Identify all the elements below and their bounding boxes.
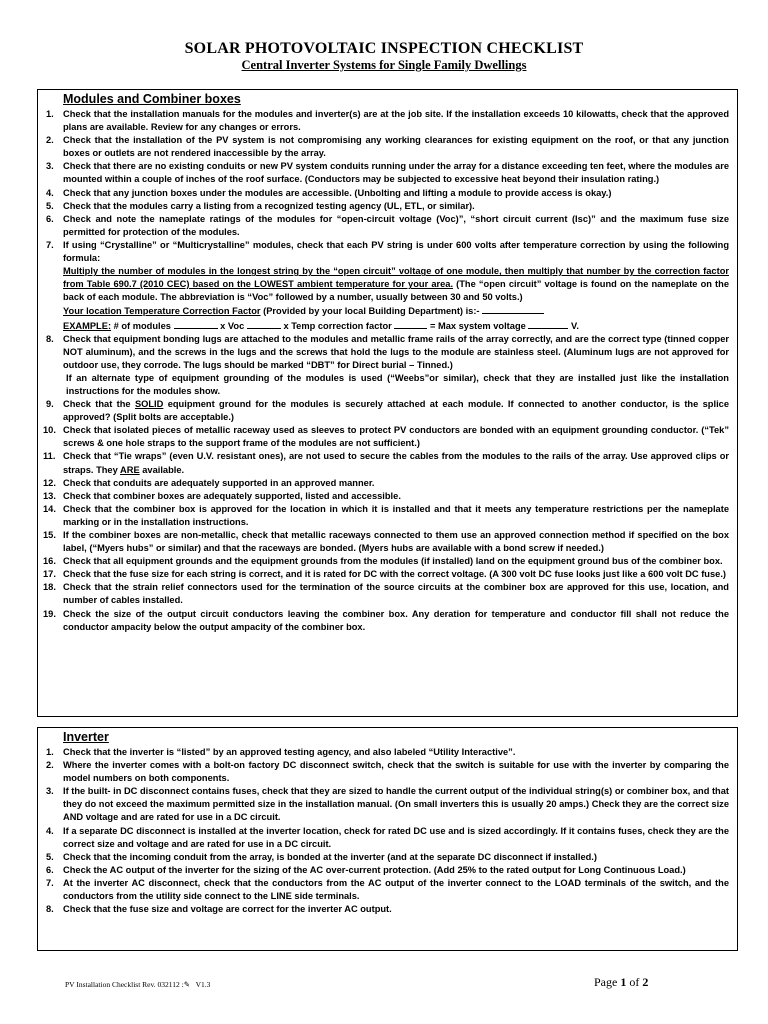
list-item: 5. Check that the modules carry a listing from a recognized testing agency (UL, ETL, or similar). (46, 200, 475, 211)
list-item: 3. Check that there are no existing conduits or new PV system conduits running under the array for a distance exceeding ten feet, where the modules are mounted within a couple of inches of the roof surface. (Conductors may be subjected to excessive heat beyond their insulation rating.) (46, 161, 729, 185)
list-item: 7. At the inverter AC disconnect, check that the conductors from the AC output of the inverter connect to the LOAD terminals of the switch, and the conductors from the utility side connect to the LINE side terminals. (46, 877, 729, 902)
list-item: 10. Check that isolated pieces of metallic raceway used as sleeves to protect PV conductors are bonded with an equipment grounding conductor. (“Tek” screws & one hole straps to the support frame of the modules are not sufficient.) (43, 425, 729, 449)
list-item: 7. If using “Crystalline” or “Multicrystalline” modules, check that each PV string is under 600 volts after temperature correction by using the following formula: Multiply the number of modules in the longest string by the “open circuit” voltage of one module, then multiply that number by the correction factor from Table 690.7 (2010 CEC) based on the LOWEST ambient temperature for your area. (The “open circuit” voltage is found on the nameplate on the back of each module. The abbreviation is “Voc” followed by a number, usually between 30 and 50 volts.) Your location Temperature Correction Factor (Provided by your local Building Department) is:- EXAMPLE: # of modules x Voc x Temp correction factor = Max system voltage V. (46, 239, 729, 333)
list-item: 18. Check that the strain relief connectors used for the termination of the source circuits at the combiner box are approved for this use, location, and number of cables installed. (43, 582, 729, 606)
footer-revision: PV Installation Checklist Rev. 032112 :✎ V1.3 (65, 980, 211, 989)
list-item: 6. Check the AC output of the inverter for the sizing of the AC over-current protection. (Add 25% to the rated output for Long Continuous Load.) (46, 864, 686, 875)
list-item: 14. Check that the combiner box is approved for the location in which it is installed and that it meets any temperature restrictions per the nameplate marking or in the installation instructions. (43, 503, 729, 527)
temp-factor-line: Your location Temperature Correction Factor (Provided by your local Building Department) is:- (63, 304, 729, 318)
modules-list (43, 108, 729, 634)
list-item: 3. If the built- in DC disconnect contains fuses, check that they are sized to handle the current output of the individual string(s) or combiner box, and that they do not exceed the maximum permitted size in the installation manual. (On small inverters this is usually 20 amps.) Check they are the correct size AND voltage and are rated for use in a DC circuit. (46, 786, 729, 823)
inverter-heading: Inverter (63, 730, 109, 744)
edit-icon: ✎ (183, 980, 190, 989)
max-voltage-blank[interactable] (528, 319, 568, 329)
list-item: 19. Check the size of the output circuit conductors leaving the combiner box. Any deration for temperature and conductor fill shall not reduce the conductor ampacity below the output ampacity of the combiner box. (43, 608, 729, 632)
page-title: SOLAR PHOTOVOLTAIC INSPECTION CHECKLIST (184, 40, 584, 57)
example-line: EXAMPLE: # of modules x Voc x Temp correction factor = Max system voltage V. (63, 320, 579, 331)
list-item: 2. Where the inverter comes with a bolt-on factory DC disconnect switch, check that the switch is suitable for use with the inverter by comparing the model numbers on both components. (46, 760, 729, 784)
list-item: 8. Check that the fuse size and voltage are correct for the inverter AC output. (46, 904, 392, 915)
list-item: 17. Check that the fuse size for each string is correct, and it is rated for DC with the correct voltage. (A 300 volt DC fuse looks just like a 600 volt DC fuse.) (43, 569, 727, 580)
alt-grounding-text: If an alternate type of equipment grounding of the modules is used (“Weebs”or similar), check that they are installed just like the installation instructions for the modules show. (66, 372, 729, 396)
list-item: 15. If the combiner boxes are non-metallic, check that metallic raceways connected to them use an approved connection method if specified on the box label, (“Myers hubs” or similar) and that the raceways are bonded. (Myers hubs are available with a bond screw if needed.) (43, 530, 729, 554)
temp-factor-blank[interactable] (482, 304, 544, 314)
list-item: 16. Check that all equipment grounds and the equipment grounds from the modules (if installed) land on the equipment ground bus of the combiner box. (43, 556, 723, 567)
list-item: 6. Check and note the nameplate ratings of the modules for “open-circuit voltage (Voc)”, “short circuit current (Isc)” and the maximum fuse size permitted for protection of the modules. (46, 213, 729, 237)
list-item: 4. Check that any junction boxes under the modules are accessible. (Unbolting and lifting a module to provide access is okay.) (46, 187, 612, 198)
list-item: 1. Check that the inverter is “listed” by an approved testing agency, and also labeled “Utility Interactive”. (46, 747, 516, 757)
list-item: 2. Check that the installation of the PV system is not compromising any working clearances for existing equipment on the roof, or that any junction boxes or outlets are not rendered inaccessible by the array. (46, 135, 729, 159)
list-item: 8. Check that equipment bonding lugs are attached to the modules and metallic frame rails of the array correctly, and are the correct type (tinned copper NOT aluminum), and the screws in the lugs and the screws that hold the lugs to the module are stainless steel. (Aluminum lugs are not approved for outdoor use, they corrode. The lugs should be marked “DBT” for Direct burial – Tinned.) If an alternate type of equipment grounding of the modules is used (“Weebs”or similar), check that they are installed just like the installation instructions for the modules show. (46, 333, 729, 398)
page-subtitle: Central Inverter Systems for Single Family Dwellings (241, 58, 527, 72)
list-item: 13. Check that combiner boxes are adequately supported, listed and accessible. (43, 490, 401, 501)
inverter-list (46, 746, 729, 916)
list-item: 12. Check that conduits are adequately supported in an approved manner. (43, 477, 375, 488)
list-item: 9. Check that the SOLID equipment ground for the modules is securely attached at each module. If connected to another conductor, is the splice approved? (Split bolts are acceptable.) (46, 399, 729, 423)
modules-heading: Modules and Combiner boxes (63, 92, 241, 106)
list-item: 11. Check that “Tie wraps” (even U.V. resistant ones), are not used to secure the cables from the modules to the rails of the array. Use approved clips or straps. They ARE available. (43, 451, 729, 475)
list-item: 4. If a separate DC disconnect is installed at the inverter location, check for rated DC use and is sized accordingly. If it contains fuses, check they are the correct size and voltage and are rated for use in a DC circuit. (46, 825, 729, 849)
temp-correction-blank[interactable] (394, 319, 427, 329)
modules-section (37, 89, 738, 717)
list-item: 1. Check that the installation manuals for the modules and inverter(s) are at the job site. If the installation exceeds 10 kilowatts, check that the approved plans are available. Review for any changes or errors. (46, 109, 729, 133)
page-number: Page 1 of 2 (594, 975, 649, 989)
modules-count-blank[interactable] (174, 319, 218, 329)
list-item: 5. Check that the incoming conduit from the array, is bonded at the inverter (and at the separate DC disconnect if installed.) (46, 851, 597, 862)
inverter-section (37, 727, 738, 951)
voc-blank[interactable] (247, 319, 281, 329)
formula-text: Multiply the number of modules in the longest string by the “open circuit” voltage of one module, then multiply that number by the correction factor from Table 690.7 (2010 CEC) based on the LOWEST ambient temperature for your area. (The “open circuit” voltage is found on the nameplate on the back of each module. The abbreviation is “Voc” followed by a number, usually between 30 and 50 volts.) (63, 266, 729, 303)
